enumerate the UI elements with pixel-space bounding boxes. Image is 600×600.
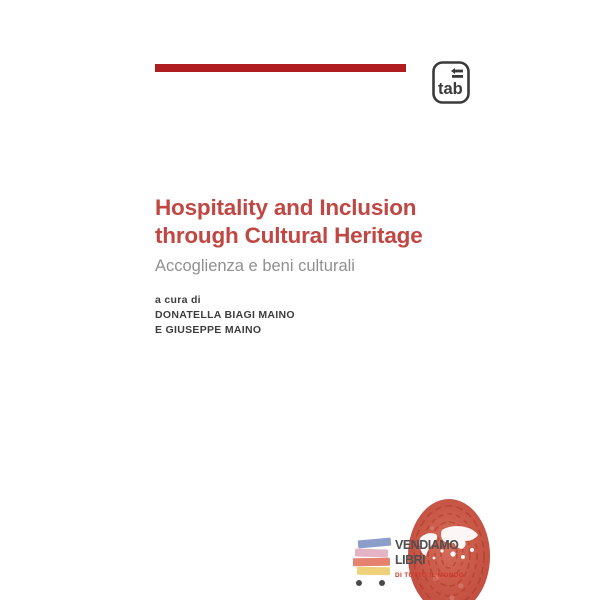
book-title-line2: through Cultural Heritage (155, 223, 423, 248)
tab-edizioni-logo (432, 61, 470, 104)
editor-name-2: E GIUSEPPE MAINO (155, 324, 262, 336)
book-spine-blue (358, 538, 392, 549)
seller-name-line2: LIBRI (395, 553, 426, 567)
seller-tagline: DI TUTTO IL MONDO (395, 572, 465, 579)
seller-wordmark (395, 538, 458, 568)
book-spine-pink (355, 548, 388, 557)
cart-wheel-right (379, 580, 385, 586)
tab-key-arrows-icon (451, 68, 463, 78)
book-title-line1: Hospitality and Inclusion (155, 195, 417, 220)
editor-name-1: DONATELLA BIAGI MAINO (155, 309, 295, 321)
editors-block (155, 293, 455, 338)
tab-logo-text: tab (438, 80, 463, 98)
cart-wheel-left (356, 580, 362, 586)
book-spine-salmon (353, 558, 390, 567)
book-title (155, 194, 515, 250)
edited-by-label: a cura di (155, 294, 201, 306)
book-spine-yellow (357, 567, 390, 576)
book-subtitle: Accoglienza e beni culturali (155, 257, 355, 275)
seller-name-line1: VENDIAMO (395, 538, 459, 552)
tab-logo-icon (432, 61, 470, 104)
publisher-rule (155, 64, 406, 72)
book-cart-icon (350, 536, 396, 588)
